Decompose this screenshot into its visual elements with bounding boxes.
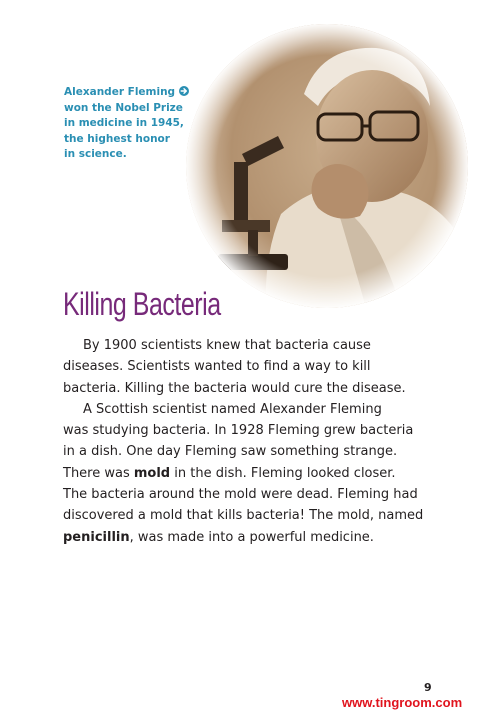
caption-line-2: won the Nobel Prize [64, 101, 183, 114]
paragraph-2-line-3: in a dish. One day Fleming saw something strange. [63, 444, 398, 460]
paragraph-1-line-2: diseases. Scientists wanted to find a way to kill [63, 359, 371, 375]
paragraph-2-line-7 [63, 527, 415, 548]
paragraph-2-line-1: A Scottish scientist named Alexander Fleming [83, 401, 382, 417]
scientist-portrait-photo [186, 24, 468, 308]
keyword-penicillin: penicillin [63, 529, 130, 545]
caption-line-3: in medicine in 1945, [64, 117, 184, 129]
paragraph-2-line-5: The bacteria around the mold were dead. Fleming had [63, 487, 418, 503]
caption-line-4: the highest honor [64, 132, 170, 145]
body-text [63, 335, 424, 548]
keyword-mold: mold [133, 465, 171, 481]
paragraph-2-line-4 [63, 463, 415, 484]
page-title: Killing Bacteria [63, 286, 221, 322]
paragraph-2-line-2: was studying bacteria. In 1928 Fleming grew bacteria [63, 423, 414, 439]
photo-caption [64, 85, 204, 163]
arrow-right-circle-icon [179, 86, 189, 96]
page-number: 9 [424, 681, 432, 694]
caption-line-1: Alexander Fleming [64, 86, 176, 98]
portrait-illustration [186, 24, 468, 308]
watermark-url: www.tingroom.com [342, 695, 463, 710]
caption-line-5: in science. [64, 148, 127, 160]
line-4-text-after: in the dish. Fleming looked closer. [170, 465, 396, 481]
paragraph-1-line-1: By 1900 scientists knew that bacteria cause [83, 338, 371, 353]
line-7-text-after: , was made into a powerful medicine. [129, 529, 374, 545]
paragraph-2-line-6: discovered a mold that kills bacteria! The mold, named [63, 508, 424, 524]
paragraph-1-line-3: bacteria. Killing the bacteria would cure the disease. [63, 380, 406, 396]
line-4-text-before: There was [63, 465, 134, 481]
